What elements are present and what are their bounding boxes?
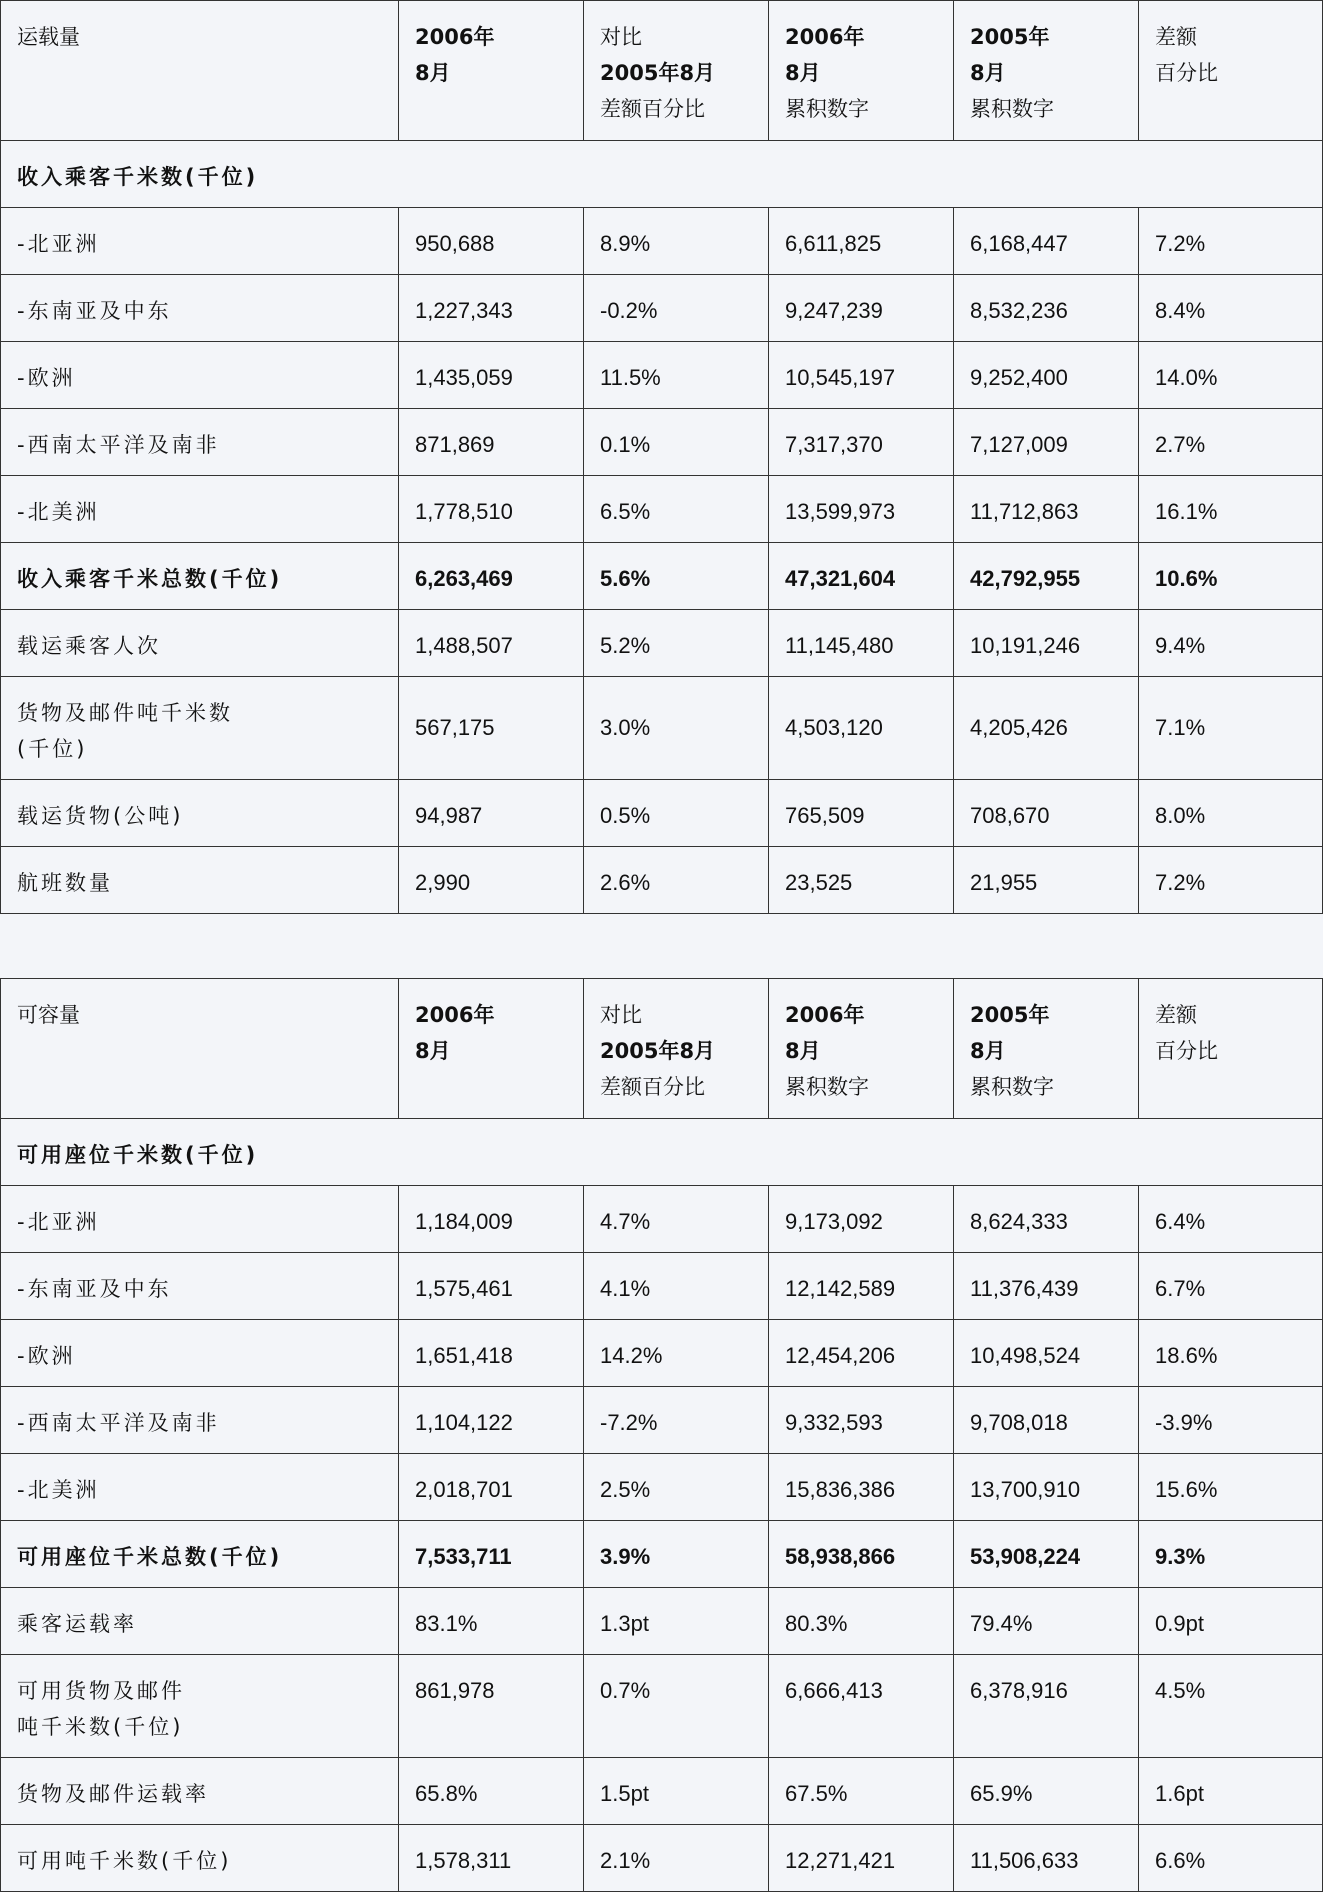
cell-value: 9,247,239 [769,275,954,342]
row-label: 货物及邮件运载率 [1,1758,399,1825]
cell-value: 1,578,311 [399,1825,584,1892]
table-row [1,1655,1323,1758]
cell-value: 0.1% [584,409,769,476]
capacity-table [0,978,1323,1892]
cell-value: -0.2% [584,275,769,342]
header-col-diff-percent: 差额 百分比 [1139,1,1323,141]
header-col-2006-cumulative: 2006年 8月 累积数字 [769,1,954,141]
cell-value: 6,611,825 [769,208,954,275]
table-row [1,1454,1323,1521]
cell-value: 5.2% [584,610,769,677]
row-label: -西南太平洋及南非 [1,409,399,476]
cell-value: 1.6pt [1139,1758,1323,1825]
cell-value: 80.3% [769,1588,954,1655]
cell-value: 2.5% [584,1454,769,1521]
cell-value: 11,145,480 [769,610,954,677]
cell-value: 10,498,524 [954,1320,1139,1387]
header-col-2006-month: 2006年 8月 [399,979,584,1119]
cell-value: 23,525 [769,847,954,914]
cell-value: 1,227,343 [399,275,584,342]
cell-value: 2.1% [584,1825,769,1892]
cell-value: 4.1% [584,1253,769,1320]
header-col-2006-month: 2006年 8月 [399,1,584,141]
cell-value: 67.5% [769,1758,954,1825]
row-label: -东南亚及中东 [1,1253,399,1320]
cell-value: 9,252,400 [954,342,1139,409]
cell-value: 4.5% [1139,1655,1323,1758]
cell-value: 2.6% [584,847,769,914]
header-col-compare: 对比 2005年8月 差额百分比 [584,979,769,1119]
row-label: -北亚洲 [1,1186,399,1253]
total-row [1,1521,1323,1588]
row-label: 载运货物(公吨) [1,780,399,847]
section-title: 可用座位千米数(千位) [1,1119,1323,1186]
header-col-2005-cumulative: 2005年 8月 累积数字 [954,1,1139,141]
table-row [1,1320,1323,1387]
cell-value: 1,435,059 [399,342,584,409]
cell-value: 12,142,589 [769,1253,954,1320]
section-title: 收入乘客千米数(千位) [1,141,1323,208]
cell-value: 18.6% [1139,1320,1323,1387]
header-label: 可容量 [1,979,399,1119]
table-row [1,1253,1323,1320]
cell-value: 9.3% [1139,1521,1323,1588]
cell-value: 7.2% [1139,847,1323,914]
cell-value: 3.0% [584,677,769,780]
table-row [1,847,1323,914]
header-label: 运载量 [1,1,399,141]
cell-value: 1,778,510 [399,476,584,543]
row-label: 可用座位千米总数(千位) [1,1521,399,1588]
cell-value: 53,908,224 [954,1521,1139,1588]
cell-value: 6,378,916 [954,1655,1139,1758]
cell-value: 12,271,421 [769,1825,954,1892]
total-row [1,543,1323,610]
cell-value: 11,376,439 [954,1253,1139,1320]
row-label: -北美洲 [1,1454,399,1521]
header-col-compare: 对比 2005年8月 差额百分比 [584,1,769,141]
table-row [1,1588,1323,1655]
section-title-row [1,141,1323,208]
cell-value: 708,670 [954,780,1139,847]
row-label: 可用货物及邮件 吨千米数(千位) [1,1655,399,1758]
cell-value: 8.4% [1139,275,1323,342]
row-label: 收入乘客千米总数(千位) [1,543,399,610]
cell-value: 10,191,246 [954,610,1139,677]
cell-value: 1,104,122 [399,1387,584,1454]
row-label: -欧洲 [1,1320,399,1387]
cell-value: 4.7% [584,1186,769,1253]
traffic-table [0,0,1323,914]
cell-value: 1,575,461 [399,1253,584,1320]
header-col-2005-cumulative: 2005年 8月 累积数字 [954,979,1139,1119]
header-col-2006-cumulative: 2006年 8月 累积数字 [769,979,954,1119]
table-row [1,476,1323,543]
cell-value: 1.5pt [584,1758,769,1825]
row-label: 载运乘客人次 [1,610,399,677]
row-label: 货物及邮件吨千米数 (千位) [1,677,399,780]
cell-value: 0.7% [584,1655,769,1758]
cell-value: 15.6% [1139,1454,1323,1521]
cell-value: 7,533,711 [399,1521,584,1588]
cell-value: 871,869 [399,409,584,476]
cell-value: 11,712,863 [954,476,1139,543]
header-col-diff-percent: 差额 百分比 [1139,979,1323,1119]
cell-value: 3.9% [584,1521,769,1588]
cell-value: 5.6% [584,543,769,610]
cell-value: 13,700,910 [954,1454,1139,1521]
table-row [1,1186,1323,1253]
cell-value: 4,205,426 [954,677,1139,780]
cell-value: 9,708,018 [954,1387,1139,1454]
row-label: -东南亚及中东 [1,275,399,342]
cell-value: 9,332,593 [769,1387,954,1454]
row-label: 可用吨千米数(千位) [1,1825,399,1892]
cell-value: 8.9% [584,208,769,275]
table-row [1,1825,1323,1892]
cell-value: 567,175 [399,677,584,780]
cell-value: 13,599,973 [769,476,954,543]
cell-value: 83.1% [399,1588,584,1655]
cell-value: 9.4% [1139,610,1323,677]
cell-value: 2,018,701 [399,1454,584,1521]
cell-value: 11.5% [584,342,769,409]
cell-value: 8,624,333 [954,1186,1139,1253]
cell-value: 6.7% [1139,1253,1323,1320]
row-label: 航班数量 [1,847,399,914]
cell-value: 94,987 [399,780,584,847]
cell-value: 1,184,009 [399,1186,584,1253]
cell-value: 9,173,092 [769,1186,954,1253]
row-label: -西南太平洋及南非 [1,1387,399,1454]
cell-value: 7.2% [1139,208,1323,275]
cell-value: 6.6% [1139,1825,1323,1892]
capacity-header-row [1,979,1323,1119]
cell-value: 15,836,386 [769,1454,954,1521]
cell-value: -7.2% [584,1387,769,1454]
cell-value: 950,688 [399,208,584,275]
table-row [1,1387,1323,1454]
cell-value: 65.9% [954,1758,1139,1825]
cell-value: 65.8% [399,1758,584,1825]
cell-value: 0.5% [584,780,769,847]
cell-value: 8.0% [1139,780,1323,847]
cell-value: 16.1% [1139,476,1323,543]
cell-value: 8,532,236 [954,275,1139,342]
cell-value: 0.9pt [1139,1588,1323,1655]
cell-value: 2.7% [1139,409,1323,476]
cell-value: 14.2% [584,1320,769,1387]
cell-value: 6,263,469 [399,543,584,610]
cell-value: 6,168,447 [954,208,1139,275]
cell-value: 42,792,955 [954,543,1139,610]
row-label: -欧洲 [1,342,399,409]
table-row [1,409,1323,476]
cell-value: 21,955 [954,847,1139,914]
cell-value: -3.9% [1139,1387,1323,1454]
cell-value: 12,454,206 [769,1320,954,1387]
cell-value: 11,506,633 [954,1825,1139,1892]
cell-value: 4,503,120 [769,677,954,780]
table-row [1,677,1323,780]
cell-value: 7.1% [1139,677,1323,780]
cell-value: 6.5% [584,476,769,543]
cell-value: 1,488,507 [399,610,584,677]
cell-value: 14.0% [1139,342,1323,409]
cell-value: 1,651,418 [399,1320,584,1387]
cell-value: 7,127,009 [954,409,1139,476]
table-row [1,1758,1323,1825]
cell-value: 765,509 [769,780,954,847]
traffic-header-row [1,1,1323,141]
row-label: 乘客运载率 [1,1588,399,1655]
row-label: -北亚洲 [1,208,399,275]
cell-value: 58,938,866 [769,1521,954,1588]
table-row [1,610,1323,677]
table-row [1,342,1323,409]
cell-value: 861,978 [399,1655,584,1758]
section-title-row [1,1119,1323,1186]
table-row [1,780,1323,847]
table-row [1,275,1323,342]
cell-value: 7,317,370 [769,409,954,476]
cell-value: 6,666,413 [769,1655,954,1758]
cell-value: 6.4% [1139,1186,1323,1253]
row-label: -北美洲 [1,476,399,543]
cell-value: 10.6% [1139,543,1323,610]
cell-value: 47,321,604 [769,543,954,610]
cell-value: 79.4% [954,1588,1139,1655]
table-row [1,208,1323,275]
cell-value: 1.3pt [584,1588,769,1655]
cell-value: 10,545,197 [769,342,954,409]
cell-value: 2,990 [399,847,584,914]
